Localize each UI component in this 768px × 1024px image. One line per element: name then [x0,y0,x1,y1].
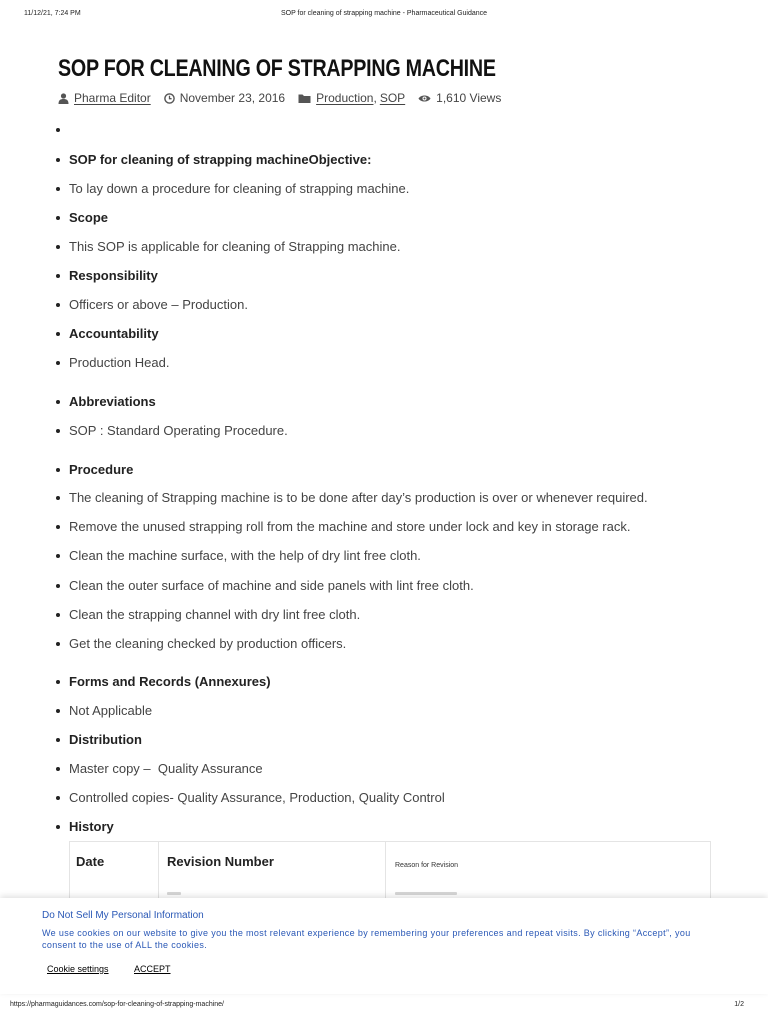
accept-cookies-button[interactable]: ACCEPT [134,964,171,974]
view-count: 1,610 Views [436,91,502,105]
list-item-accountability-heading: Accountability [52,326,159,342]
print-doc-title: SOP for cleaning of strapping machine - Pharmaceutical Guidance [280,10,488,17]
print-page-number: 1/2 [734,1001,744,1008]
cut-off-row-text [167,892,181,895]
list-item-scope-heading: Scope [52,210,108,226]
list-item-history-heading: History [52,819,114,835]
category-link-sop[interactable]: SOP [379,91,406,105]
list-item-procedure-step: Clean the machine surface, with the help of dry lint free cloth. [52,548,421,564]
clock-icon [164,93,175,104]
list-item: To lay down a procedure for cleaning of strapping machine. [52,181,409,197]
post-meta [58,91,501,105]
list-item-procedure-step: Remove the unused strapping roll from the machine and store under lock and key in storage rack. [52,519,630,535]
author-link[interactable]: Pharma Editor [74,91,151,105]
list-item: Officers or above – Production. [52,297,248,313]
cut-off-row-text [395,892,457,895]
list-item-procedure-step: Clean the outer surface of machine and side panels with lint free cloth. [52,578,474,594]
cookie-consent-bar [0,898,768,994]
history-table [69,841,711,900]
folder-icon [298,93,311,104]
category-link-production[interactable]: Production [316,91,374,105]
list-item: SOP : Standard Operating Procedure. [52,423,288,439]
do-not-sell-link[interactable]: Do Not Sell My Personal Information [42,910,204,921]
user-icon [58,93,69,104]
print-header [24,10,744,22]
list-item: This SOP is applicable for cleaning of Strapping machine. [52,239,400,255]
list-item-procedure-step: Get the cleaning checked by production officers. [52,636,346,652]
page-title: SOP FOR CLEANING OF STRAPPING MACHINE [58,55,496,82]
cookie-settings-button[interactable]: Cookie settings [47,964,109,974]
history-col-reason [386,842,710,900]
post-date: November 23, 2016 [179,91,286,105]
history-col-date [70,842,159,900]
list-item: Production Head. [52,355,169,371]
list-item-forms-heading: Forms and Records (Annexures) [52,674,271,690]
list-item-abbreviations-heading: Abbreviations [52,394,156,410]
category-separator: , [373,91,377,105]
list-item-procedure-heading: Procedure [52,462,133,478]
print-datetime: 11/12/21, 7:24 PM [24,10,81,17]
eye-icon [418,93,431,104]
list-item-objective-heading: SOP for cleaning of strapping machineObjective: [52,152,371,168]
history-header-reason: Reason for Revision [395,862,459,869]
list-item: Not Applicable [52,703,152,719]
list-item-responsibility-heading: Responsibility [52,268,158,284]
print-url: https://pharmaguidances.com/sop-for-cleaning-of-strapping-machine/ [10,1001,224,1008]
list-item-distribution-heading: Distribution [52,732,142,748]
list-item-procedure-step: The cleaning of Strapping machine is to be done after day’s production is over or whenever required. [52,490,648,506]
history-col-revision [159,842,386,900]
cookie-message: We use cookies on our website to give you the most relevant experience by remembering your preferences and repeat visits. By clicking “Accept”, you consent to the use of ALL the cookies. [42,928,691,950]
list-item: Controlled copies- Quality Assurance, Production, Quality Control [52,790,445,806]
history-header-revision: Revision Number [167,854,274,869]
list-item-procedure-step: Clean the strapping channel with dry lint free cloth. [52,607,360,623]
history-header-date: Date [76,854,105,869]
list-item: Master copy – Quality Assurance [52,761,263,777]
